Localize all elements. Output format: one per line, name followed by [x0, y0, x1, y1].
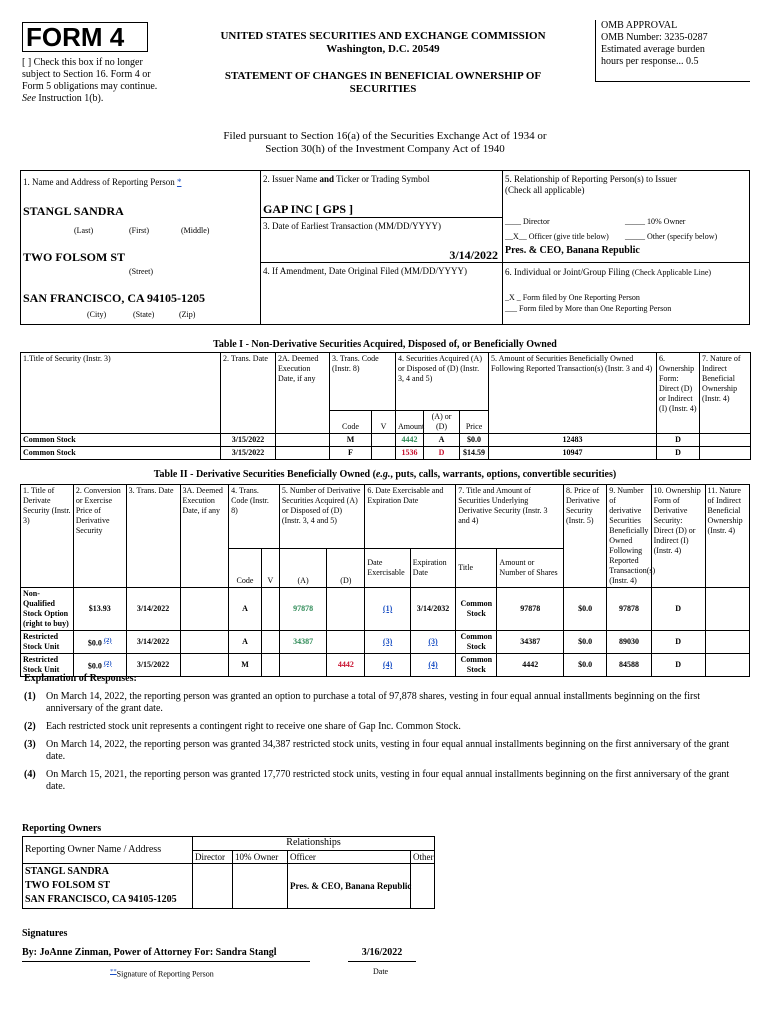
footnote-number: (1): [24, 691, 36, 702]
t1-h1: 1.Title of Security (Instr. 3): [21, 353, 221, 434]
middle-label: (Middle): [181, 226, 210, 235]
statement-title: STATEMENT OF CHANGES IN BENEFICIAL OWNERSHIP OF SECURITIES: [224, 70, 542, 95]
agency-block: [176, 30, 590, 96]
t2-deriv-price: $0.0: [563, 654, 606, 677]
relationships-header: Relationships: [193, 837, 435, 851]
reporting-owners-title: Reporting Owners: [22, 823, 102, 834]
t2-price: $13.93: [73, 588, 126, 631]
box1-reporting-person: [20, 170, 261, 325]
other-check: _____ Other (specify below): [625, 232, 718, 241]
t1-sub-code: Code: [330, 411, 372, 434]
t2-underlying-title: Common Stock: [456, 631, 497, 654]
t2-sub-amount: Amount or Number of Shares: [497, 549, 564, 588]
form-title-box: [22, 22, 148, 52]
box4-label: 4. If Amendment, Date Original Filed (MM/DD/YYYY): [263, 266, 467, 276]
table2: [20, 484, 750, 677]
t1-owned: 10947: [489, 447, 657, 460]
footnote-link[interactable]: (4): [365, 654, 410, 677]
table-row: [21, 447, 751, 460]
t2-deemed: [180, 588, 229, 631]
street-value: TWO FOLSOM ST: [23, 250, 126, 264]
t1-sub-amount: Amount: [396, 411, 424, 434]
t2-date: 3/14/2022: [126, 588, 180, 631]
director-header: Director: [193, 851, 233, 864]
earliest-date: 3/14/2022: [449, 248, 498, 262]
t2-h6: 6. Date Exercisable and Expiration Date: [365, 485, 456, 549]
officer-header: Officer: [288, 851, 411, 864]
t2-code: A: [229, 588, 262, 631]
t1-amount: 1536: [396, 447, 424, 460]
omb-hours: hours per response... 0.5: [601, 56, 699, 67]
t2-price: $0.0 $^{(2)}$: [73, 631, 126, 654]
box5-relationship: [502, 170, 750, 263]
t1-title: Common Stock: [21, 447, 221, 460]
issuer-name: GAP INC [ GPS ]: [263, 202, 353, 216]
t2-h10: 10. Ownership Form of Derivative Security: Direct (D) or Indirect (I) (Instr. 4): [651, 485, 705, 588]
t2-sub-exercisable: Date Exercisable: [365, 549, 410, 588]
date-label: Date: [373, 967, 389, 976]
t1-deemed: [276, 434, 330, 447]
t2-h1: 1. Title of Derivate Security (Instr. 3): [21, 485, 74, 588]
t2-title: Non-Qualified Stock Option (right to buy): [21, 588, 74, 631]
last-label: (Last): [74, 226, 94, 235]
signature-date: 3/16/2022: [348, 947, 416, 962]
box2-issuer: [260, 170, 503, 218]
filed-by-one: _X _ Form filed by One Reporting Person: [505, 293, 640, 302]
omb-burden: Estimated average burden: [601, 44, 705, 55]
t2-sub-d: (D): [327, 549, 365, 588]
city-label: (City): [87, 310, 107, 319]
table1-title: Table I - Non-Derivative Securities Acquired, Disposed of, or Beneficially Owned: [213, 339, 557, 350]
t2-underlying-amount: 97878: [497, 588, 564, 631]
omb-number: OMB Number: 3235-0287: [601, 32, 708, 43]
t1-code: F: [330, 447, 372, 460]
t1-h5: 5. Amount of Securities Beneficially Owned Following Reported Transaction(s) (Instr. 3 and 4): [489, 353, 657, 434]
footnote-item: [24, 769, 746, 793]
footnote-link[interactable]: (4): [410, 654, 455, 677]
t2-underlying-title: Common Stock: [456, 588, 497, 631]
filed-by-more: ___ Form filed by More than One Reporting Person: [505, 304, 672, 313]
t2-h3a: 3A. Deemed Execution Date, if any: [180, 485, 229, 588]
box3-label: 3. Date of Earliest Transaction (MM/DD/YYYY): [263, 221, 441, 231]
t1-v: [372, 434, 396, 447]
t1-form: D: [657, 434, 700, 447]
t2-h5: 5. Number of Derivative Securities Acquired (A) or Disposed of (D) (Instr. 3, 4 and 5): [279, 485, 365, 549]
zip-label: (Zip): [179, 310, 196, 319]
t2-sub-a: (A): [279, 549, 327, 588]
ten-pct-header: 10% Owner: [233, 851, 288, 864]
t2-sub-title: Title: [456, 549, 497, 588]
t2-expiration: 3/14/2032: [410, 588, 455, 631]
t2-d: [327, 588, 365, 631]
footnote-link[interactable]: (3): [365, 631, 410, 654]
t1-h7: 7. Nature of Indirect Beneficial Ownership (Instr. 4): [700, 353, 751, 434]
box2-label: 2. Issuer Name and Ticker or Trading Symbol: [263, 174, 430, 184]
footnote-item: [24, 721, 746, 733]
form-title: FORM 4: [26, 22, 125, 52]
t1-date: 3/15/2022: [221, 447, 276, 460]
box4-amendment: [260, 262, 503, 325]
t1-sub-price: Price: [460, 411, 489, 434]
t2-owned: 84588: [607, 654, 651, 677]
t2-nature: [705, 631, 749, 654]
t1-date: 3/15/2022: [221, 434, 276, 447]
t1-v: [372, 447, 396, 460]
footnote-link[interactable]: (3): [410, 631, 455, 654]
t1-amount: 4442: [396, 434, 424, 447]
t2-form: D: [651, 631, 705, 654]
t2-sub-code: Code: [229, 549, 262, 588]
t2-price: $0.0 $^{(2)}$: [73, 654, 126, 677]
t2-h11: 11. Nature of Indirect Beneficial Ownership (Instr. 4): [705, 485, 749, 588]
agency-name: UNITED STATES SECURITIES AND EXCHANGE COMMISSION: [220, 30, 546, 42]
omb-box: [595, 20, 750, 82]
t2-h2: 2. Conversion or Exercise Price of Derivative Security: [73, 485, 126, 588]
table-row: [21, 588, 750, 631]
footnote-item: [24, 739, 746, 763]
box6-filing: [502, 262, 750, 325]
explanation-section: [24, 673, 746, 793]
owner-ten-pct: [233, 864, 288, 909]
t1-aord: A: [424, 434, 460, 447]
t2-a: 97878: [279, 588, 327, 631]
footnote-number: (4): [24, 769, 36, 780]
footnote-item: [24, 691, 746, 715]
t2-owned: 97878: [607, 588, 651, 631]
t1-owned: 12483: [489, 434, 657, 447]
t1-h3: 3. Trans. Code (Instr. 8): [330, 353, 396, 411]
t2-h7: 7. Title and Amount of Securities Underlying Derivative Security (Instr. 3 and 4): [456, 485, 564, 549]
street-label: (Street): [129, 267, 153, 276]
t2-nature: [705, 588, 749, 631]
t2-form: D: [651, 654, 705, 677]
state-label: (State): [133, 310, 155, 319]
t1-nature: [700, 434, 751, 447]
filed-pursuant: Filed pursuant to Section 16(a) of the Securities Exchange Act of 1934 or Section 30(h) of the Investment Company Act of 1940: [223, 130, 547, 155]
other-header: Other: [411, 851, 435, 864]
t1-form: D: [657, 447, 700, 460]
officer-check: __X__ Officer (give title below): [505, 232, 609, 241]
t2-v: [261, 588, 279, 631]
t2-owned: 89030: [607, 631, 651, 654]
footnote-text: Each restricted stock unit represents a contingent right to receive one share of Gap Inc. Common Stock.: [46, 721, 461, 732]
owner-officer: Pres. & CEO, Banana Republic: [288, 864, 411, 909]
explanation-title: Explanation of Responses:: [24, 673, 137, 684]
t1-h4: 4. Securities Acquired (A) or Disposed of (D) (Instr. 3, 4 and 5): [396, 353, 489, 411]
t1-h6: 6. Ownership Form: Direct (D) or Indirect (I) (Instr. 4): [657, 353, 700, 434]
city-value: SAN FRANCISCO, CA 94105-1205: [23, 291, 206, 305]
form-header-left: [22, 22, 172, 105]
table-row: [21, 434, 751, 447]
t2-d: [327, 631, 365, 654]
t2-deriv-price: $0.0: [563, 631, 606, 654]
reporting-person-name: STANGL SANDRA: [23, 204, 124, 218]
t2-title: Restricted Stock Unit: [21, 631, 74, 654]
box3-earliest-date: [260, 217, 503, 263]
t2-code: M: [229, 654, 262, 677]
t2-h8: 8. Price of Derivative Security (Instr. 5): [563, 485, 606, 588]
t1-h2: 2. Trans. Date: [221, 353, 276, 434]
t2-title: Restricted Stock Unit: [21, 654, 74, 677]
table2-title: Table II - Derivative Securities Beneficially Owned (e.g., puts, calls, warrants, options, convertible securities): [153, 469, 617, 480]
footnote-link[interactable]: (1): [365, 588, 410, 631]
check-box-text: [ ] Check this box if no longer subject to Section 16. Form 4 or Form 5 obligations may continue. See Instruction 1(b).: [22, 57, 158, 104]
t2-date: 3/14/2022: [126, 631, 180, 654]
ten-pct-check: _____ 10% Owner: [625, 217, 686, 226]
t2-a: 34387: [279, 631, 327, 654]
t1-nature: [700, 447, 751, 460]
footnote-text: On March 14, 2022, the reporting person was granted 34,387 restricted stock units, vesting in four equal annual installments beginning on the first anniversary of the grant date.: [46, 739, 730, 762]
officer-title: Pres. & CEO, Banana Republic: [505, 245, 640, 256]
t1-code: M: [330, 434, 372, 447]
signatures-title: Signatures: [22, 928, 68, 939]
owner-name-address: STANGL SANDRA TWO FOLSOM ST SAN FRANCISCO, CA 94105-1205: [23, 864, 193, 909]
t1-sub-aord: (A) or (D): [424, 411, 460, 434]
signature-label: **Signature of Reporting Person: [110, 968, 214, 979]
owner-director: [193, 864, 233, 909]
footnote-text: On March 14, 2022, the reporting person was granted an option to purchase a total of 97,878 shares, vesting in four equal annual installments beginning on the first anniversary of the grant date.: [46, 691, 701, 714]
t2-deriv-price: $0.0: [563, 588, 606, 631]
reporting-owners-table: [22, 836, 435, 909]
t2-d: 4442: [327, 654, 365, 677]
footnote-link[interactable]: (2): [103, 659, 112, 667]
agency-location: Washington, D.C. 20549: [326, 43, 440, 55]
t1-price: $14.59: [460, 447, 489, 460]
t2-underlying-amount: 4442: [497, 654, 564, 677]
owner-name-header: Reporting Owner Name / Address: [23, 837, 193, 864]
t2-h3: 3. Trans. Date: [126, 485, 180, 588]
first-label: (First): [129, 226, 149, 235]
t2-code: A: [229, 631, 262, 654]
footnote-number: (3): [24, 739, 36, 750]
t2-h4: 4. Trans. Code (Instr. 8): [229, 485, 280, 549]
t2-h9: 9. Number of derivative Securities Beneficially Owned Following Reported Transaction(s) (Instr. 4): [607, 485, 651, 588]
director-check: ____ Director: [505, 217, 550, 226]
t2-sub-expiration: Expiration Date: [410, 549, 455, 588]
t2-v: [261, 631, 279, 654]
box5-label: 5. Relationship of Reporting Person(s) to Issuer (Check all applicable): [505, 174, 677, 195]
t1-deemed: [276, 447, 330, 460]
t2-underlying-amount: 34387: [497, 631, 564, 654]
t1-price: $0.0: [460, 434, 489, 447]
omb-approval: OMB APPROVAL: [601, 20, 678, 31]
table-row: [21, 631, 750, 654]
footnote-text: On March 15, 2021, the reporting person was granted 17,770 restricted stock units, vesting in four equal annual installments beginning on the first anniversary of the grant date.: [46, 769, 730, 792]
t1-title: Common Stock: [21, 434, 221, 447]
footnote-number: (2): [24, 721, 36, 732]
owner-other: [411, 864, 435, 909]
t2-underlying-title: Common Stock: [456, 654, 497, 677]
box6-label: 6. Individual or Joint/Group Filing (Check Applicable Line): [505, 267, 712, 277]
t2-date: 3/15/2022: [126, 654, 180, 677]
footnote-link[interactable]: **: [110, 968, 117, 975]
footnote-link[interactable]: (2): [103, 636, 112, 644]
t1-aord: D: [424, 447, 460, 460]
t2-deemed: [180, 631, 229, 654]
t1-sub-v: V: [372, 411, 396, 434]
box1-label: 1. Name and Address of Reporting Person *: [23, 177, 182, 187]
t2-sub-v: V: [261, 549, 279, 588]
t2-form: D: [651, 588, 705, 631]
table1: [20, 352, 751, 460]
t1-h2a: 2A. Deemed Execution Date, if any: [276, 353, 330, 434]
signature-by: By: JoAnne Zinman, Power of Attorney For: Sandra Stangl: [22, 947, 310, 962]
